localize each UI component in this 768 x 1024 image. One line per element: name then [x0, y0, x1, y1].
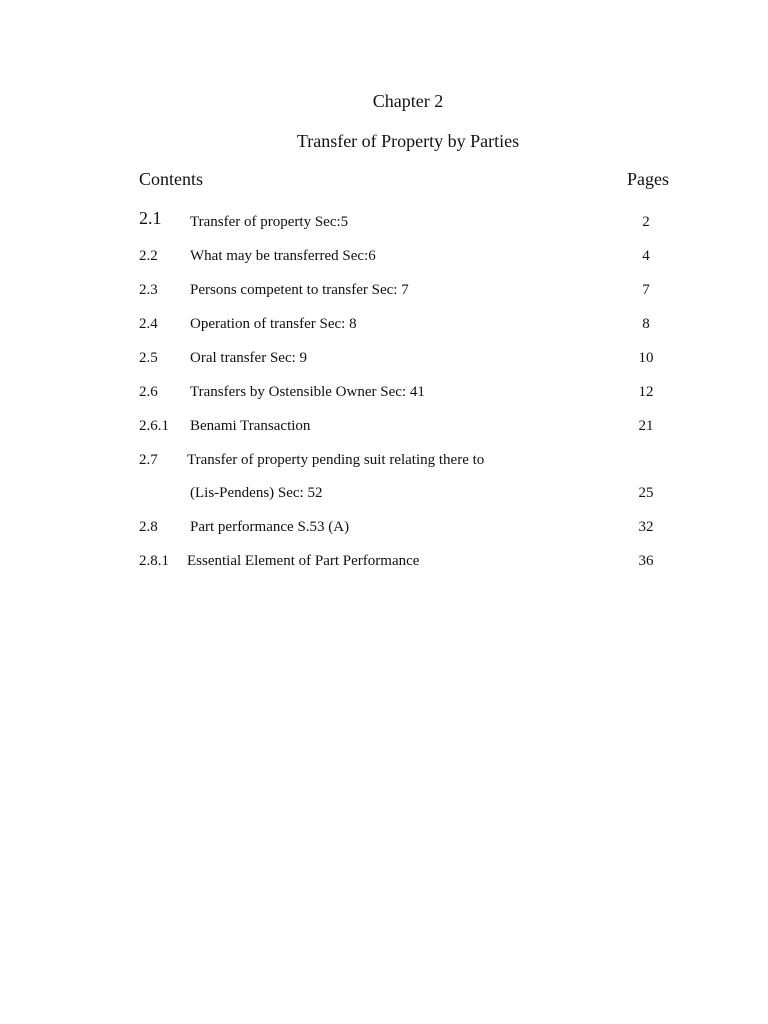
toc-entry	[139, 550, 679, 572]
toc-entry-title: (Lis-Pendens) Sec: 52	[190, 485, 323, 501]
toc-entry-number: 2.7	[139, 452, 158, 468]
toc-entry-title: What may be transferred Sec:6	[190, 248, 376, 264]
toc-entry-page: 4	[642, 248, 650, 264]
chapter-title: Chapter 2	[372, 91, 444, 111]
toc-entry-number: 2.6.1	[139, 418, 169, 434]
toc-entry-page: 12	[638, 384, 654, 400]
toc-entry	[139, 279, 679, 301]
toc-entry-number: 2.2	[139, 248, 158, 264]
toc-entry	[139, 347, 679, 369]
toc-entry-title: Operation of transfer Sec: 8	[190, 316, 357, 332]
toc-entry-page: 2	[642, 214, 650, 230]
contents-heading: Contents	[139, 169, 204, 189]
toc-entry-title: Oral transfer Sec: 9	[190, 350, 308, 366]
toc-entry-title: Transfer of property pending suit relating there to	[187, 452, 485, 468]
toc-entry-number: 2.4	[139, 316, 158, 332]
toc-entry	[139, 245, 679, 267]
toc-entry-title: Part performance S.53 (A)	[190, 519, 350, 535]
toc-entry	[139, 449, 679, 471]
toc-entry-page: 8	[642, 316, 650, 332]
toc-entry-number: 2.8.1	[139, 553, 169, 569]
toc-entry-title: Persons competent to transfer Sec: 7	[190, 282, 409, 298]
toc-entry-page: 32	[638, 519, 654, 535]
toc-entry-title: Benami Transaction	[190, 418, 311, 434]
toc-entry-number: 2.1	[139, 208, 162, 228]
toc-entry-number: 2.6	[139, 384, 158, 400]
toc-entry-title: Essential Element of Part Performance	[187, 553, 420, 569]
toc-entry-continuation	[139, 482, 679, 504]
toc-entry-page: 7	[642, 282, 650, 298]
toc-entry	[139, 313, 679, 335]
toc-entry	[139, 516, 679, 538]
toc-entry-page: 36	[638, 553, 654, 569]
toc-entry-number: 2.8	[139, 519, 158, 535]
toc-entry-page: 25	[638, 485, 654, 501]
toc-entry	[139, 381, 679, 403]
toc-entry-title: Transfer of property Sec:5	[190, 214, 349, 230]
toc-entry	[139, 208, 679, 233]
toc-entry-title: Transfers by Ostensible Owner Sec: 41	[190, 384, 425, 400]
pages-heading: Pages	[627, 169, 669, 189]
toc-entry-page: 10	[638, 350, 654, 366]
toc-entry-number: 2.3	[139, 282, 158, 298]
toc-entry	[139, 415, 679, 437]
toc-entry-page: 21	[638, 418, 654, 434]
toc-entry-number: 2.5	[139, 350, 158, 366]
chapter-subtitle: Transfer of Property by Parties	[296, 131, 520, 151]
